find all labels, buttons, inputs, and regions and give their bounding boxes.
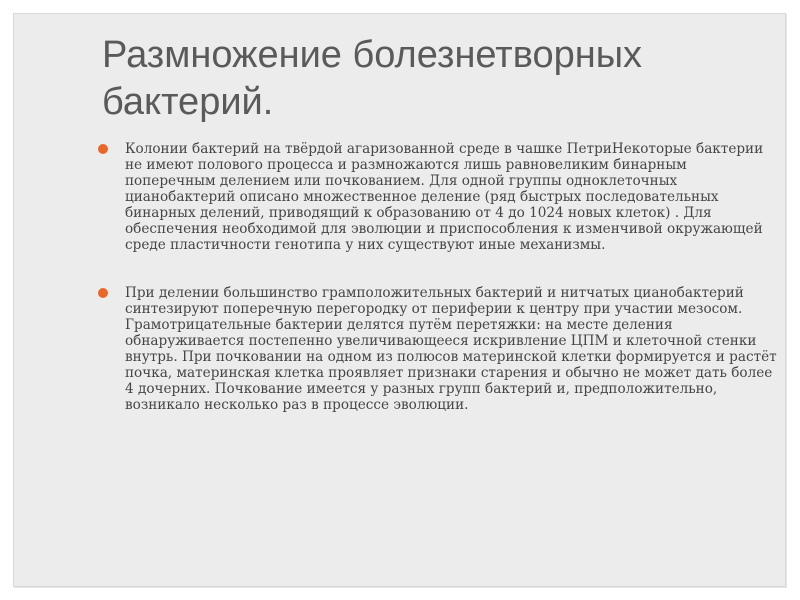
bullet-text-2: При делении большинство грамположительных бактерий и нитчатых цианобактерий синтезируют поперечную перегородку от периферии к центру при участии мезосом. Грамотрицательные бактерии делятся путём перетяжки: на месте деления обнаруживается постепенно увеличивающееся искривление ЦПМ и клеточной стенки внутрь. При почковании на одном из полюсов материнской клетки формируется и растёт почка, материнская клетка проявляет признаки старения и обычно не может дать более 4 дочерних. Почкование имеется у разных групп бактерий и, предположительно, возникало несколько раз в процессе эволюции. (125, 285, 777, 413)
bullet-list (98, 141, 778, 413)
bullet-text-1: Колонии бактерий на твёрдой агаризованной среде в чашке ПетриНекоторые бактерии не имеют полового процесса и размножаются лишь равновеликим бинарным поперечным делением или почкованием. Для одной группы одноклеточных цианобактерий описано множественное деление (ряд быстрых последовательных бинарных делений, приводящий к образованию от 4 до 1024 новых клеток) . Для обеспечения необходимой для эволюции и приспособления к изменчивой окружающей среде пластичности генотипа у них существуют иные механизмы. (125, 141, 764, 253)
bullet-dot-icon (98, 288, 108, 298)
bullet-item-2 (98, 285, 778, 413)
bullet-dot-icon (98, 144, 108, 154)
slide-frame (13, 13, 786, 587)
slide-title: Размножение болезнетворных бактерий. (102, 34, 643, 123)
bullet-item-1 (98, 141, 778, 253)
